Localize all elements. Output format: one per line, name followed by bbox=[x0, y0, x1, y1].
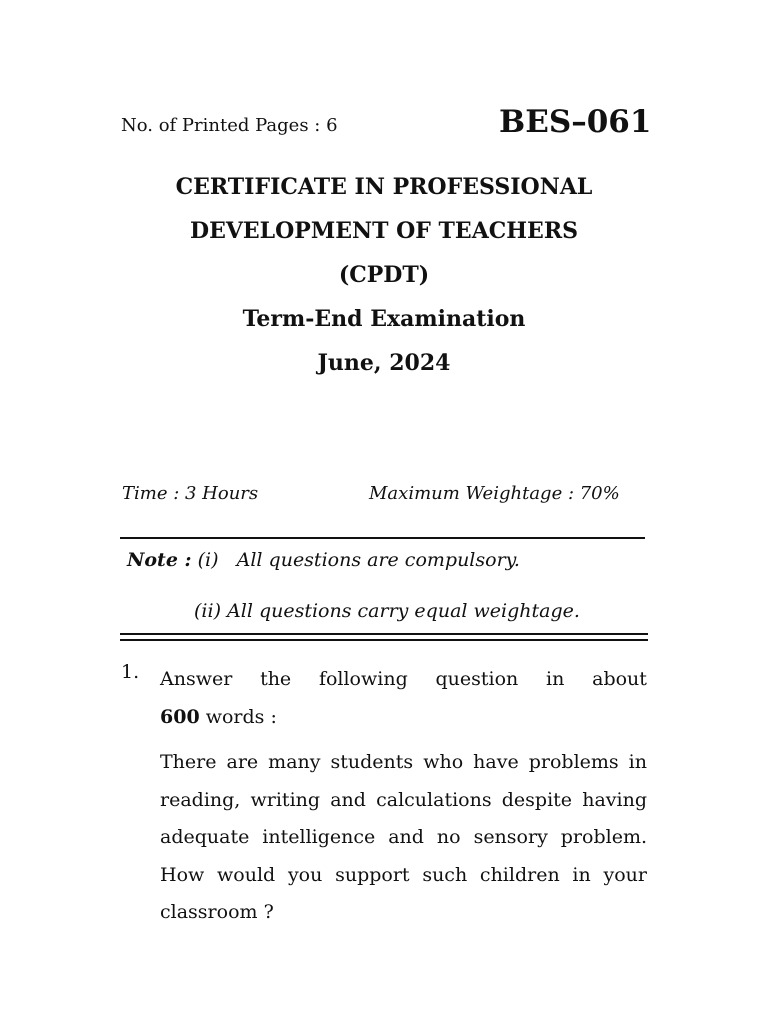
title-line-3: (CPDT) bbox=[338, 262, 430, 288]
instruction-word: question bbox=[435, 668, 519, 690]
question-instruction-line bbox=[160, 661, 647, 699]
max-weightage: Maximum Weightage : 70% bbox=[369, 483, 620, 504]
exam-session: June, 2024 bbox=[317, 350, 451, 376]
instruction-word: Answer bbox=[160, 668, 233, 690]
instruction-word: in bbox=[546, 668, 565, 690]
printed-pages-count: No. of Printed Pages : 6 bbox=[121, 115, 338, 136]
note-item-2-text: All questions carry equal weightage. bbox=[227, 600, 580, 622]
question-1 bbox=[160, 661, 647, 932]
divider-double-lower bbox=[120, 639, 648, 641]
title-line-1: CERTIFICATE IN PROFESSIONAL bbox=[175, 174, 593, 200]
instruction-word: following bbox=[318, 668, 408, 690]
note-item-1-text: All questions are compulsory. bbox=[236, 549, 520, 571]
note-item-1 bbox=[127, 549, 520, 571]
word-count-tail: words : bbox=[205, 705, 277, 728]
note-item-1-marker: (i) bbox=[197, 549, 219, 571]
exam-name: Term-End Examination bbox=[242, 306, 526, 332]
question-word-limit bbox=[160, 699, 647, 737]
title-line-2: DEVELOPMENT OF TEACHERS bbox=[189, 218, 578, 244]
divider-double-upper bbox=[120, 633, 648, 635]
time-allowed: Time : 3 Hours bbox=[122, 483, 259, 504]
course-code: BES–061 bbox=[499, 104, 652, 140]
divider-top bbox=[120, 537, 645, 539]
note-label: Note : bbox=[127, 549, 192, 571]
instruction-word: the bbox=[260, 668, 292, 690]
question-number: 1. bbox=[121, 661, 140, 683]
note-item-2 bbox=[194, 600, 580, 622]
question-body: There are many students who have problems in reading, writing and calculations despite having adequate intelligence and no sensory problem. How would you support such children in your classroom ? bbox=[160, 751, 647, 923]
instruction-word: about bbox=[592, 668, 647, 690]
note-item-2-marker: (ii) bbox=[194, 600, 221, 622]
word-count: 600 bbox=[160, 705, 200, 728]
